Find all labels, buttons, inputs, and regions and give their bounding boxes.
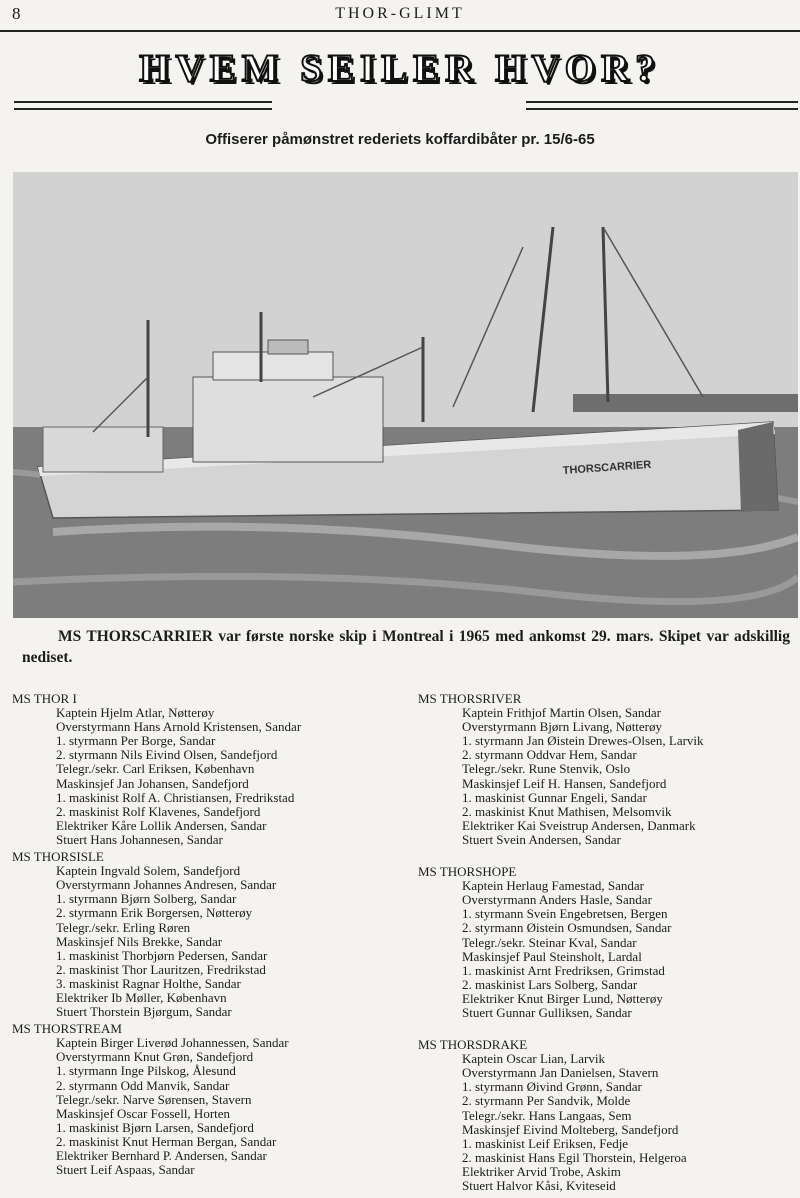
crew-member: Stuert Halvor Kåsi, Kviteseid	[462, 1178, 616, 1193]
crew-member: Overstyrmann Knut Grøn, Sandefjord	[56, 1049, 254, 1065]
crew-member: Stuert Svein Andersen, Sandar	[462, 831, 621, 847]
crew-member: 2. styrmann Odd Manvik, Sandar	[56, 1077, 230, 1093]
crew-member: Overstyrmann Johannes Andresen, Sandar	[56, 877, 277, 893]
crew-column-right	[418, 692, 798, 1193]
ship-entry	[418, 865, 798, 1020]
crew-member: 1. styrmann Bjørn Solberg, Sandar	[56, 891, 237, 907]
headline-rule-left	[14, 108, 272, 110]
crew-member: Maskinsjef Jan Johansen, Sandefjord	[56, 775, 249, 791]
crew-member: 1. maskinist Thorbjørn Pedersen, Sandar	[56, 947, 268, 963]
crew-list	[12, 864, 412, 1019]
crew-member: 2. styrmann Øistein Osmundsen, Sandar	[462, 920, 672, 936]
crew-member: Elektriker Kåre Lollik Andersen, Sandar	[56, 817, 267, 833]
crew-member: 2. styrmann Nils Eivind Olsen, Sandefjord	[56, 747, 278, 763]
crew-member: Stuert Gunnar Gulliksen, Sandar	[462, 1004, 632, 1020]
page-number: 8	[12, 4, 21, 23]
crew-member: 1. maskinist Leif Eriksen, Fedje	[462, 1135, 629, 1151]
crew-member: Telegr./sekr. Narve Sørensen, Stavern	[56, 1091, 252, 1107]
ship-entry	[12, 850, 412, 1019]
crew-member: Maskinsjef Nils Brekke, Sandar	[56, 933, 223, 949]
crew-member: Telegr./sekr. Hans Langaas, Sem	[462, 1107, 632, 1123]
headline-rule-right	[526, 101, 798, 103]
crew-member: Elektriker Kai Sveistrup Andersen, Danmark	[462, 817, 696, 833]
crew-member: Maskinsjef Eivind Molteberg, Sandefjord	[462, 1121, 679, 1137]
subheading: Offiserer påmønstret rederiets koffardibåter pr. 15/6-65	[205, 131, 595, 148]
ship-name: MS THORSHOPE	[418, 864, 517, 880]
ship-entry	[418, 1038, 798, 1193]
crew-member: 1. maskinist Rolf A. Christiansen, Fredrikstad	[56, 789, 295, 805]
crew-member: Overstyrmann Bjørn Livang, Nøtterøy	[462, 719, 663, 735]
headline-rule-left	[14, 101, 272, 103]
crew-member: 1. maskinist Arnt Fredriksen, Grimstad	[462, 962, 665, 978]
crew-column-left	[12, 692, 412, 1177]
crew-member: Kaptein Frithjof Martin Olsen, Sandar	[462, 705, 661, 721]
crew-member: 1. styrmann Jan Øistein Drewes-Olsen, Larvik	[462, 733, 704, 749]
crew-member: Stuert Thorstein Bjørgum, Sandar	[56, 1004, 232, 1020]
crew-member: 2. styrmann Per Sandvik, Molde	[462, 1093, 631, 1109]
crew-member: 2. styrmann Oddvar Hem, Sandar	[462, 747, 637, 763]
crew-list	[12, 706, 412, 847]
ship-photo	[13, 172, 798, 618]
crew-member: Overstyrmann Jan Danielsen, Stavern	[462, 1065, 659, 1081]
crew-member: 2. maskinist Lars Solberg, Sandar	[462, 976, 638, 992]
crew-member: Kaptein Hjelm Atlar, Nøtterøy	[56, 705, 215, 721]
crew-member: 1. styrmann Inge Pilskog, Ålesund	[56, 1063, 236, 1079]
ship-name: MS THORSTREAM	[12, 1021, 122, 1037]
crew-list	[418, 879, 798, 1020]
crew-member: Telegr./sekr. Rune Stenvik, Oslo	[462, 761, 631, 777]
crew-member: 2. maskinist Hans Egil Thorstein, Helgeroa	[462, 1149, 687, 1165]
crew-member: Maskinsjef Leif H. Hansen, Sandefjord	[462, 775, 667, 791]
crew-member: 2. styrmann Erik Borgersen, Nøtterøy	[56, 905, 253, 921]
crew-member: Maskinsjef Paul Steinsholt, Lardal	[462, 948, 642, 964]
crew-member: Elektriker Ib Møller, København	[56, 989, 227, 1005]
crew-member: Stuert Hans Johannesen, Sandar	[56, 831, 223, 847]
photo-caption: MS THORSCARRIER var første norske skip i Montreal i 1965 med ankomst 29. mars. Skipet var adskillig nediset.	[22, 628, 790, 666]
crew-list	[418, 706, 798, 847]
ship-entry	[418, 692, 798, 847]
crew-member: 1. styrmann Per Borge, Sandar	[56, 733, 216, 749]
ship-name: MS THORSISLE	[12, 849, 104, 865]
crew-member: Stuert Leif Aspaas, Sandar	[56, 1162, 195, 1178]
crew-member: 3. maskinist Ragnar Holthe, Sandar	[56, 975, 241, 991]
crew-member: Elektriker Arvid Trobe, Askim	[462, 1163, 621, 1179]
crew-member: Kaptein Herlaug Famestad, Sandar	[462, 878, 644, 894]
crew-member: 2. maskinist Knut Mathisen, Melsomvik	[462, 803, 672, 819]
hull-lettering: THORSCARRIER	[562, 458, 652, 477]
ship-name: MS THORSRIVER	[418, 691, 522, 706]
crew-list	[12, 1036, 412, 1177]
headline: HVEM SEILER HVOR?	[139, 47, 661, 90]
running-title: THOR-GLIMT	[335, 5, 465, 22]
headline-rule-right	[526, 108, 798, 110]
crew-list	[418, 1052, 798, 1193]
crew-member: 2. maskinist Knut Herman Bergan, Sandar	[56, 1133, 277, 1149]
crew-member: Kaptein Birger Liverød Johannessen, Sandar	[56, 1035, 289, 1051]
crew-member: Overstyrmann Anders Hasle, Sandar	[462, 892, 652, 908]
crew-member: Telegr./sekr. Steinar Kval, Sandar	[462, 934, 637, 950]
crew-member: Telegr./sekr. Erling Røren	[56, 919, 191, 935]
crew-member: 2. maskinist Thor Lauritzen, Fredrikstad	[56, 961, 266, 977]
crew-member: Elektriker Knut Birger Lund, Nøtterøy	[462, 990, 663, 1006]
crew-member: Maskinsjef Oscar Fossell, Horten	[56, 1105, 231, 1121]
ship-name: MS THOR I	[12, 691, 77, 706]
crew-member: Overstyrmann Hans Arnold Kristensen, Sandar	[56, 719, 302, 735]
crew-member: Kaptein Oscar Lian, Larvik	[462, 1051, 605, 1067]
crew-member: 1. maskinist Gunnar Engeli, Sandar	[462, 789, 647, 805]
crew-member: 1. styrmann Øivind Grønn, Sandar	[462, 1079, 642, 1095]
crew-member: Kaptein Ingvald Solem, Sandefjord	[56, 863, 241, 879]
crew-member: Elektriker Bernhard P. Andersen, Sandar	[56, 1148, 267, 1163]
ship-entry	[12, 692, 412, 847]
crew-member: 1. maskinist Bjørn Larsen, Sandefjord	[56, 1119, 254, 1135]
crew-member: 1. styrmann Svein Engebretsen, Bergen	[462, 906, 668, 922]
crew-member: 2. maskinist Rolf Klavenes, Sandefjord	[56, 803, 261, 819]
ship-name: MS THORSDRAKE	[418, 1037, 528, 1053]
crew-member: Telegr./sekr. Carl Eriksen, København	[56, 761, 255, 777]
ship-entry	[12, 1022, 412, 1177]
page-header	[0, 0, 800, 32]
